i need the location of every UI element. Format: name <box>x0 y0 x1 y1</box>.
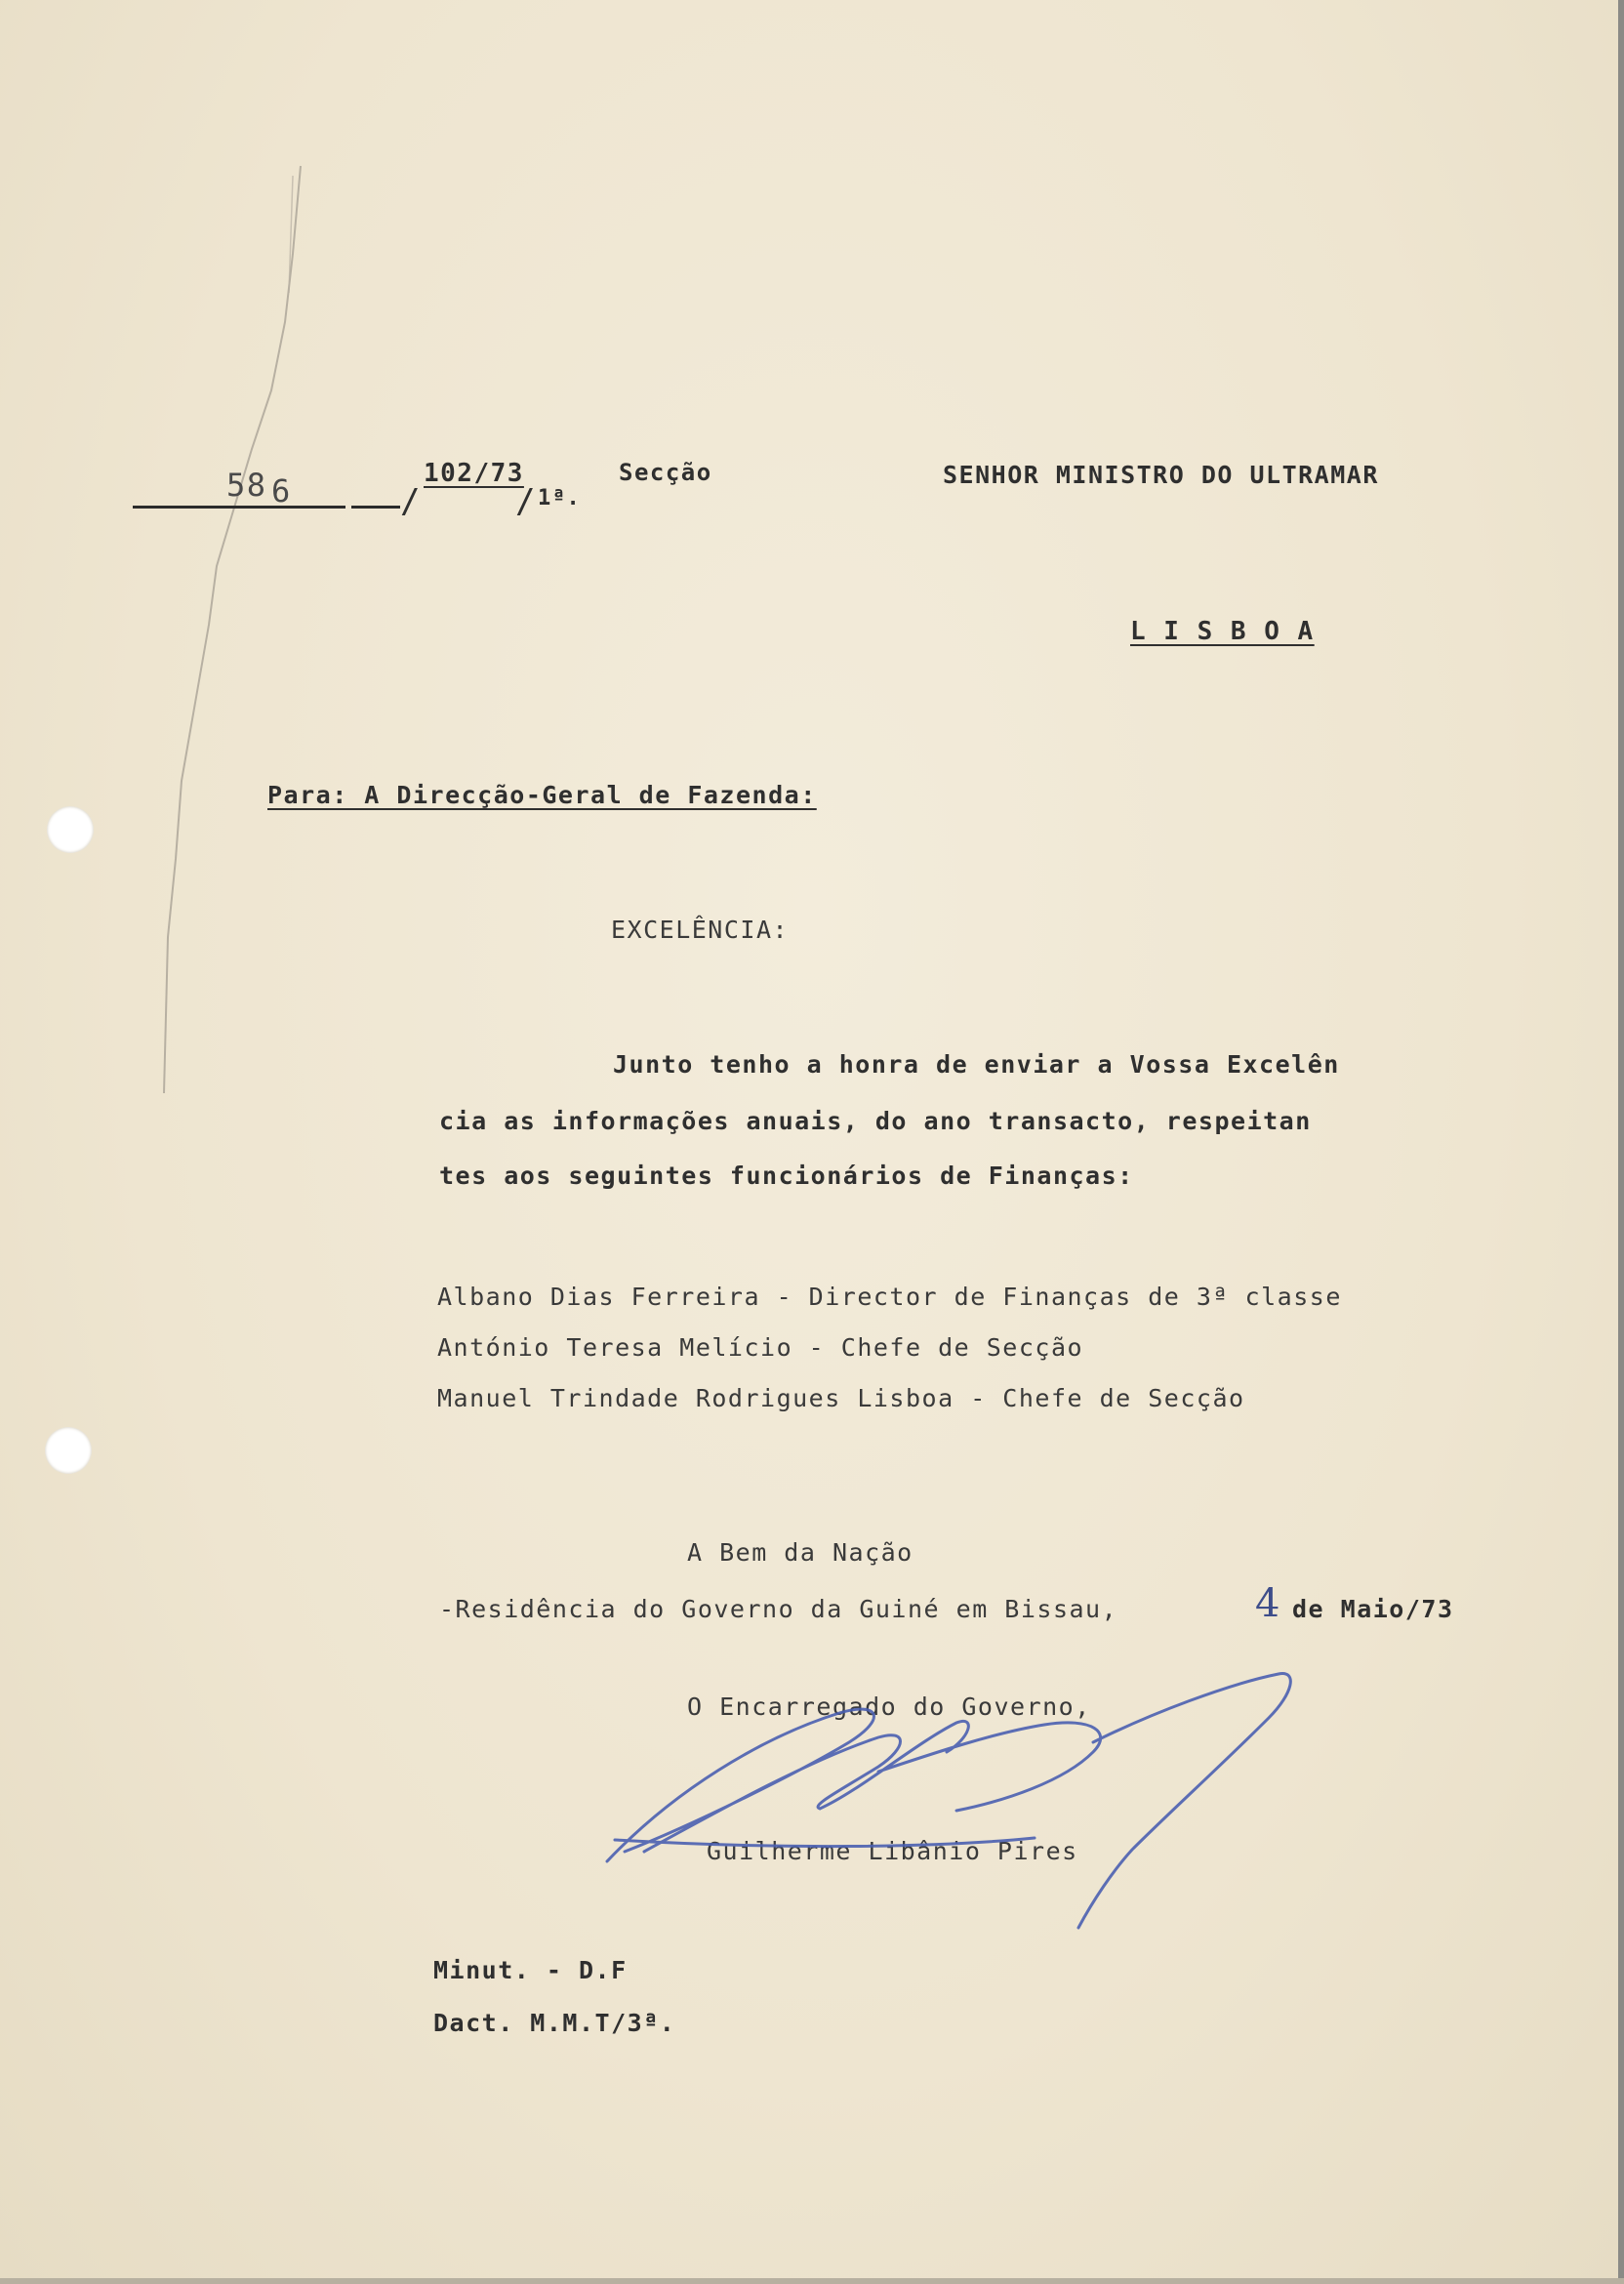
body-line-3: tes aos seguintes funcionários de Finanças: <box>439 1162 1134 1190</box>
signatory-name: Guilherme Libânio Pires <box>707 1837 1078 1865</box>
signatory-role: O Encarregado do Governo, <box>687 1693 1091 1721</box>
routing-line: Para: A Direcção-Geral de Fazenda: <box>267 781 817 809</box>
closing-date: de Maio/73 <box>1292 1595 1454 1623</box>
reference-slash: / <box>400 482 422 521</box>
reference-process: 102/73 <box>424 459 524 488</box>
staff-entry-2: António Teresa Melício - Chefe de Secção <box>437 1333 1084 1362</box>
body-line-2: cia as informações anuais, do ano transacto, respeitan <box>439 1107 1312 1135</box>
reference-section-number: 1ª. <box>538 486 582 510</box>
handwritten-signature <box>586 1645 1308 1937</box>
salutation: EXCELÊNCIA: <box>611 916 790 944</box>
footer-minuted: Minut. - D.F <box>433 1956 628 1984</box>
addressee-title: SENHOR MINISTRO DO ULTRAMAR <box>943 461 1379 489</box>
staff-entry-3: Manuel Trindade Rodrigues Lisboa - Chefe de Secção <box>437 1384 1245 1412</box>
closing-motto: A Bem da Nação <box>687 1538 914 1567</box>
reference-number-suffix: 6 <box>271 472 292 510</box>
closing-place: -Residência do Governo da Guiné em Bissau, <box>439 1595 1118 1623</box>
footer-typed: Dact. M.M.T/3ª. <box>433 2009 676 2037</box>
addressee-city: L I S B O A <box>1130 617 1315 646</box>
reference-underline-2 <box>351 506 400 509</box>
reference-underline-1 <box>133 506 345 509</box>
closing-day: 4 <box>1255 1581 1281 1626</box>
reference-section-label: Secção <box>619 459 712 486</box>
staff-entry-1: Albano Dias Ferreira - Director de Finanças de 3ª classe <box>437 1283 1342 1311</box>
reference-slash-2: / <box>515 482 537 521</box>
body-line-1: Junto tenho a honra de enviar a Vossa Excelên <box>613 1050 1340 1079</box>
reference-number: 58 <box>226 467 267 504</box>
